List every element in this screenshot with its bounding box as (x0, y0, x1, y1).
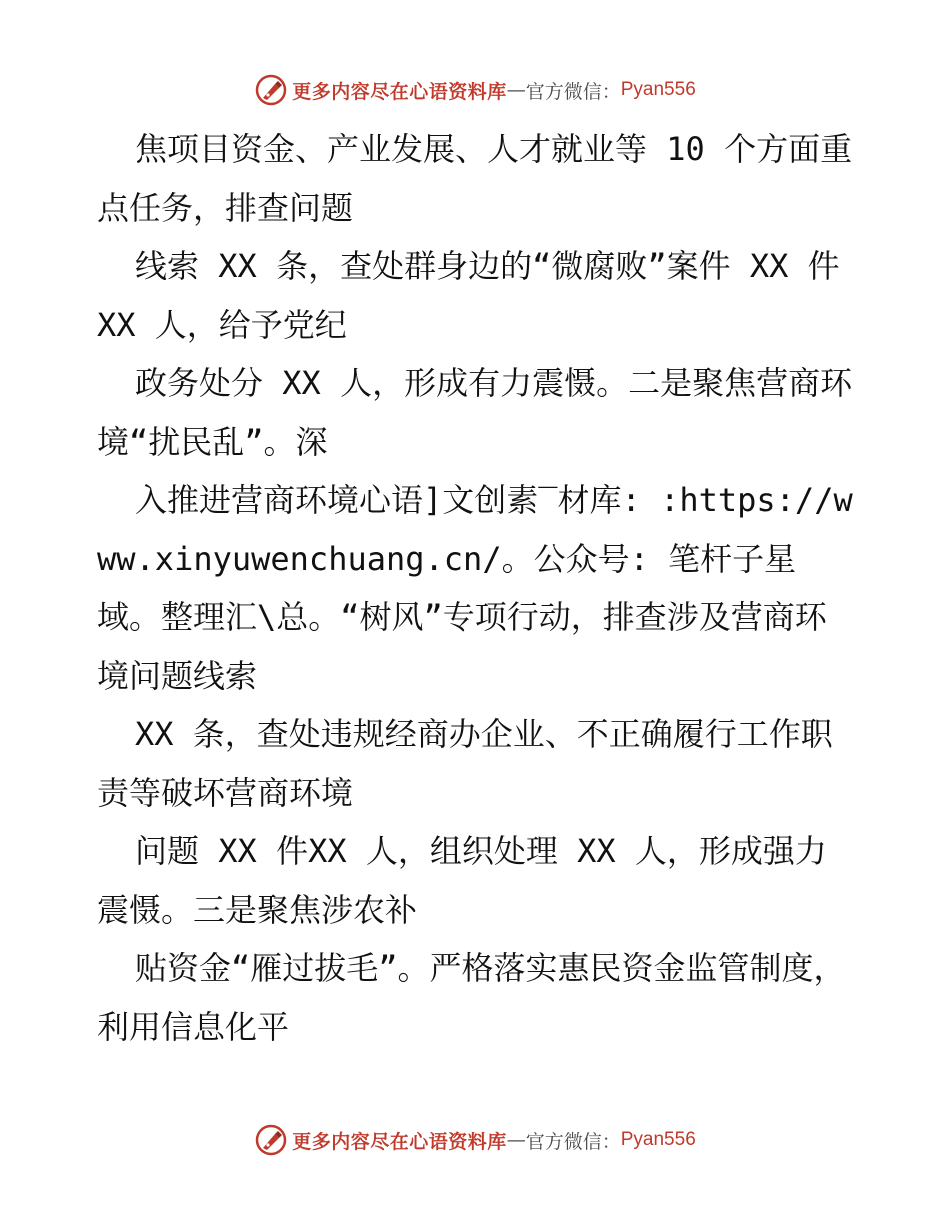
paragraph: 焦项目资金、产业发展、人才就业等 10 个方面重点任务，排查问题 (97, 130, 853, 227)
paragraph: 入推进营商环境心语]文创素‾材库: :https://www.xinyuwenchuang.cn/。公众号: 笔杆子星域。整理汇\总。“树风”专项行动，排查涉及营商环境问题线索 (97, 481, 853, 695)
paragraph: 问题 XX 件XX 人，组织处理 XX 人，形成强力震慑。三是聚焦涉农补 (97, 832, 827, 929)
paragraph: 贴资金“雁过拔毛”。严格落实惠民资金监管制度，利用信息化平 (97, 949, 846, 1046)
pen-nib-logo-icon (254, 1123, 288, 1157)
wechat-label: 官方微信： (525, 80, 621, 103)
paragraph: 线索 XX 条，查处群身边的“微腐败”案件 XX 件XX 人，给予党纪 (97, 247, 840, 344)
footer-watermark-banner (0, 1120, 950, 1160)
wechat-id: Pyan556 (620, 79, 696, 100)
wechat-label: 官方微信： (525, 1130, 621, 1153)
document-body (97, 120, 857, 1056)
pen-nib-logo-icon (254, 73, 288, 107)
paragraph: XX 条，查处违规经商办企业、不正确履行工作职责等破坏营商环境 (97, 715, 833, 812)
banner-dash: — (506, 1129, 526, 1151)
header-watermark-banner (0, 70, 950, 110)
banner-dash: — (506, 79, 526, 101)
wechat-id: Pyan556 (620, 1129, 696, 1150)
site-slogan: 更多内容尽在心语资料库 (292, 1130, 507, 1153)
paragraph: 政务处分 XX 人，形成有力震慑。二是聚焦营商环境“扰民乱”。深 (97, 364, 853, 461)
site-slogan: 更多内容尽在心语资料库 (292, 80, 507, 103)
